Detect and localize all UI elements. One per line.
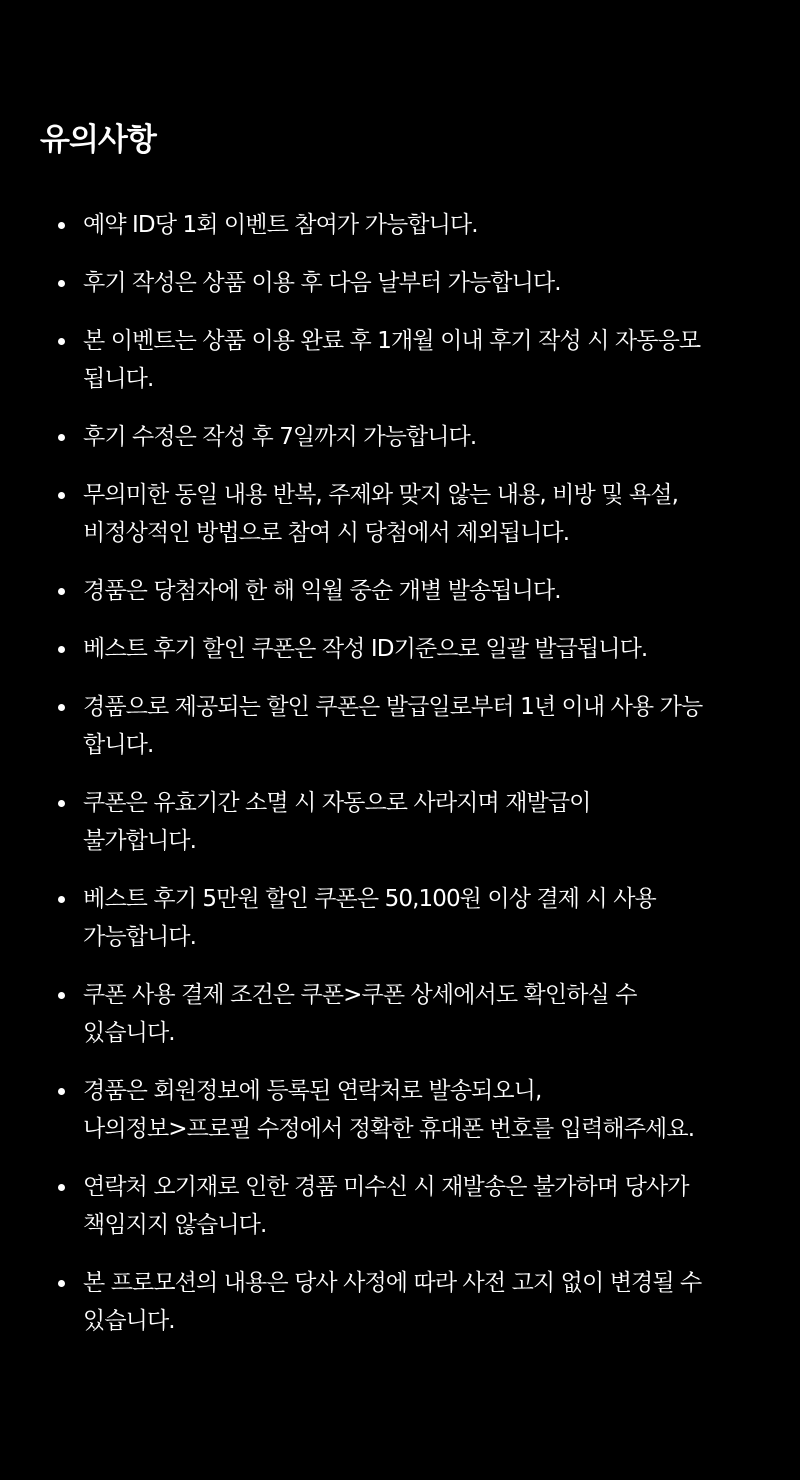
- bullet-dot-icon: [58, 646, 65, 653]
- notice-item-text-line: 쿠폰은 유효기간 소멸 시 자동으로 사라지며 재발급이: [83, 790, 591, 816]
- notice-item-text-line: 경품은 당첨자에 한 해 익월 중순 개별 발송됩니다.: [83, 578, 561, 604]
- notice-item-text-line: 베스트 후기 할인 쿠폰은 작성 ID기준으로 일괄 발급됩니다.: [83, 636, 648, 662]
- bullet-dot-icon: [58, 222, 65, 229]
- notice-item-text-line: 쿠폰 사용 결제 조건은 쿠폰>쿠폰 상세에서도 확인하실 수: [83, 982, 637, 1008]
- notice-item-text-line: 있습니다.: [83, 1020, 175, 1046]
- notice-item-text-line: 가능합니다.: [83, 924, 197, 950]
- notice-item-text-line: 후기 수정은 작성 후 7일까지 가능합니다.: [83, 424, 477, 450]
- notice-item-text-line: 연락처 오기재로 인한 경품 미수신 시 재발송은 불가하며 당사가: [83, 1174, 689, 1200]
- notice-item: [40, 1072, 760, 1148]
- notice-item-text-line: 본 이벤트는 상품 이용 완료 후 1개월 이내 후기 작성 시 자동응모: [83, 328, 701, 354]
- notice-item-text-line: 합니다.: [83, 732, 154, 758]
- notice-item-text-line: 불가합니다.: [83, 828, 197, 854]
- notice-item-text-line: 후기 작성은 상품 이용 후 다음 날부터 가능합니다.: [83, 270, 561, 296]
- bullet-dot-icon: [58, 1088, 65, 1095]
- bullet-dot-icon: [58, 434, 65, 441]
- notice-item: [40, 476, 760, 552]
- notice-item-text-line: 비정상적인 방법으로 참여 시 당첨에서 제외됩니다.: [83, 520, 570, 546]
- bullet-dot-icon: [58, 704, 65, 711]
- notice-item-text-line: 본 프로모션의 내용은 당사 사정에 따라 사전 고지 없이 변경될 수: [83, 1270, 702, 1296]
- notice-item-text-line: 경품은 회원정보에 등록된 연락처로 발송되오니,: [83, 1078, 542, 1104]
- notice-item-text-line: 됩니다.: [83, 366, 154, 392]
- bullet-dot-icon: [58, 338, 65, 345]
- notice-item: [40, 630, 760, 668]
- bullet-dot-icon: [58, 896, 65, 903]
- notice-item: [40, 784, 760, 860]
- notice-item: [40, 322, 760, 398]
- notice-item: [40, 880, 760, 956]
- notice-item-text-line: 무의미한 동일 내용 반복, 주제와 맞지 않는 내용, 비방 및 욕설,: [83, 482, 678, 508]
- notice-item: [40, 688, 760, 764]
- notice-list: [40, 206, 760, 1340]
- notice-item: [40, 572, 760, 610]
- notice-item-text-line: 경품으로 제공되는 할인 쿠폰은 발급일로부터 1년 이내 사용 가능: [83, 694, 703, 720]
- notice-item-text-line: 책임지지 않습니다.: [83, 1212, 267, 1238]
- notice-item-text-line: 있습니다.: [83, 1308, 175, 1334]
- notice-item: [40, 1264, 760, 1340]
- bullet-dot-icon: [58, 280, 65, 287]
- notice-item: [40, 976, 760, 1052]
- bullet-dot-icon: [58, 1280, 65, 1287]
- notice-item-text-line: 예약 ID당 1회 이벤트 참여가 가능합니다.: [83, 212, 478, 238]
- notice-item: [40, 418, 760, 456]
- bullet-dot-icon: [58, 800, 65, 807]
- bullet-dot-icon: [58, 992, 65, 999]
- notice-item-text-line: 나의정보>프로필 수정에서 정확한 휴대폰 번호를 입력해주세요.: [83, 1116, 695, 1142]
- notice-title: 유의사항: [40, 122, 156, 158]
- notice-item: [40, 206, 760, 244]
- bullet-dot-icon: [58, 588, 65, 595]
- bullet-dot-icon: [58, 492, 65, 499]
- notice-item: [40, 1168, 760, 1244]
- bullet-dot-icon: [58, 1184, 65, 1191]
- notice-item: [40, 264, 760, 302]
- notice-item-text-line: 베스트 후기 5만원 할인 쿠폰은 50,100원 이상 결제 시 사용: [83, 886, 656, 912]
